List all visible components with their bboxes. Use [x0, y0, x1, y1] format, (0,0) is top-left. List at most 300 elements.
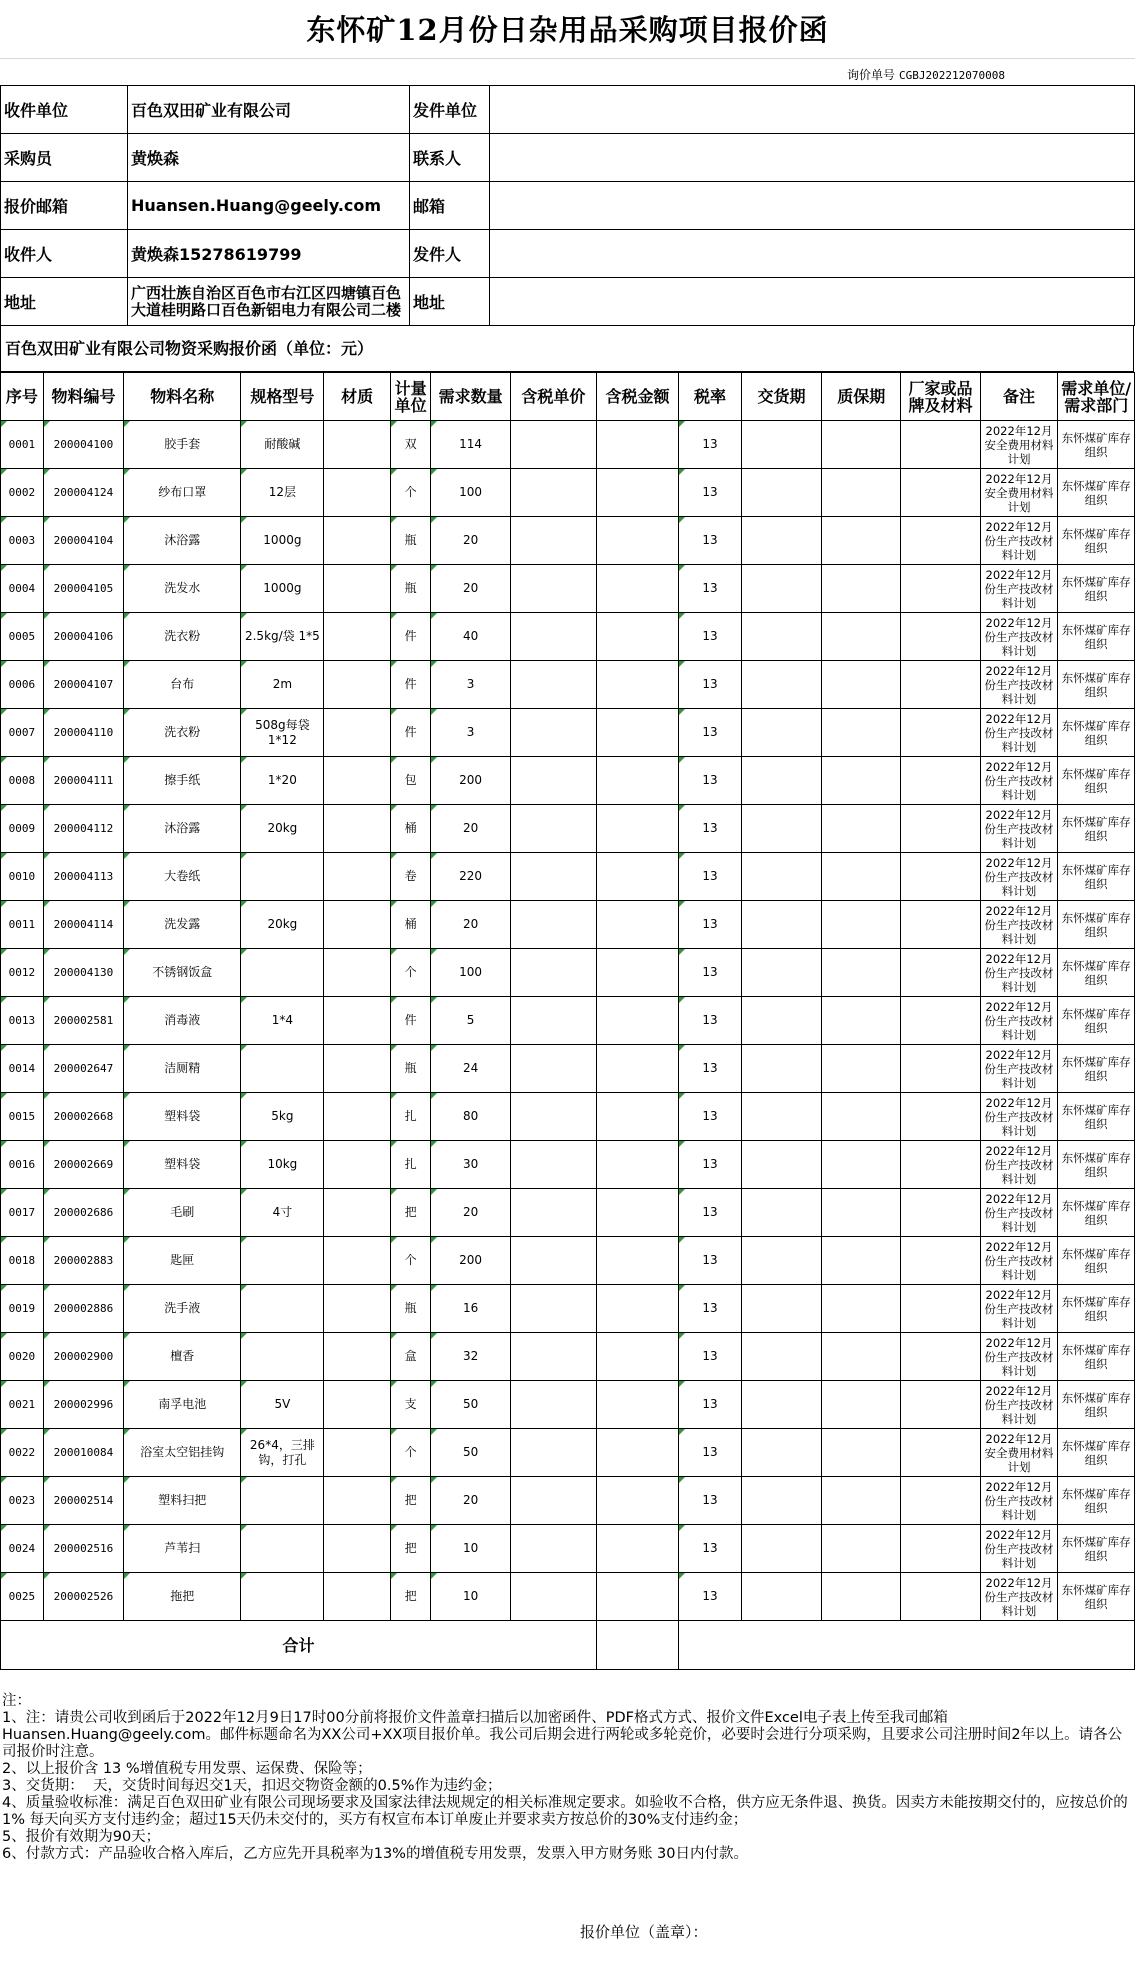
cell-tax: 13 [679, 1381, 742, 1429]
table-row [1, 469, 1135, 517]
cell-qty: 20 [431, 805, 511, 853]
cell-unit: 支 [390, 1381, 430, 1429]
cell-empty [901, 1477, 980, 1525]
cell-empty [741, 1093, 821, 1141]
cell-spec: 26*4，三排钩，打孔 [241, 1429, 324, 1477]
inquiry-label: 询价单号 [847, 68, 896, 82]
cell-tax: 13 [679, 1237, 742, 1285]
cell-dept: 东怀煤矿库存组织 [1058, 805, 1135, 853]
cell-seq: 0020 [1, 1333, 44, 1381]
cell-tax: 13 [679, 1429, 742, 1477]
cell-seq: 0021 [1, 1381, 44, 1429]
cell-tax: 13 [679, 1285, 742, 1333]
cell-dept: 东怀煤矿库存组织 [1058, 1093, 1135, 1141]
cell-qty: 40 [431, 613, 511, 661]
table-row [1, 805, 1135, 853]
cell-code: 200002514 [43, 1477, 124, 1525]
cell-empty [741, 901, 821, 949]
cell-empty [901, 1429, 980, 1477]
cell-dept: 东怀煤矿库存组织 [1058, 1429, 1135, 1477]
cell-unit: 桶 [390, 805, 430, 853]
cell-spec: 1*4 [241, 997, 324, 1045]
stamp-label: 报价单位（盖章）： [580, 1923, 708, 1941]
cell-spec [241, 1237, 324, 1285]
cell-tax: 13 [679, 565, 742, 613]
cell-seq: 0001 [1, 421, 44, 469]
cell-empty [822, 1141, 901, 1189]
table-row [1, 1429, 1135, 1477]
cell-unit: 扎 [390, 1093, 430, 1141]
inquiry-number [847, 66, 1005, 83]
cell-empty [510, 565, 596, 613]
cell-empty [324, 901, 391, 949]
cell-seq: 0017 [1, 1189, 44, 1237]
cell-dept: 东怀煤矿库存组织 [1058, 853, 1135, 901]
info-value: 广西壮族自治区百色市右江区四塘镇百色大道桂明路口百色新铝电力有限公司二楼 [128, 278, 410, 326]
cell-empty [510, 1573, 596, 1621]
cell-empty [596, 661, 678, 709]
cell-remark: 2022年12月份生产技改材料计划 [980, 1477, 1058, 1525]
table-row [1, 757, 1135, 805]
cell-tax: 13 [679, 997, 742, 1045]
info-label: 报价邮箱 [1, 182, 128, 230]
cell-empty [741, 661, 821, 709]
cell-empty [596, 997, 678, 1045]
cell-tax: 13 [679, 517, 742, 565]
cell-remark: 2022年12月份生产技改材料计划 [980, 853, 1058, 901]
cell-spec [241, 1333, 324, 1381]
cell-empty [901, 709, 980, 757]
cell-dept: 东怀煤矿库存组织 [1058, 949, 1135, 997]
cell-tax: 13 [679, 613, 742, 661]
column-header: 计量单位 [390, 373, 430, 421]
info-label: 地址 [410, 278, 490, 326]
cell-name: 洗手液 [124, 1285, 241, 1333]
cell-dept: 东怀煤矿库存组织 [1058, 517, 1135, 565]
cell-qty: 20 [431, 1189, 511, 1237]
cell-name: 拖把 [124, 1573, 241, 1621]
cell-tax: 13 [679, 1333, 742, 1381]
cell-tax: 13 [679, 805, 742, 853]
cell-remark: 2022年12月份生产技改材料计划 [980, 1093, 1058, 1141]
cell-empty [596, 853, 678, 901]
info-label: 收件人 [1, 230, 128, 278]
cell-name: 匙匣 [124, 1237, 241, 1285]
cell-empty [510, 949, 596, 997]
cell-seq: 0016 [1, 1141, 44, 1189]
cell-empty [741, 949, 821, 997]
cell-empty [822, 949, 901, 997]
cell-empty [741, 709, 821, 757]
cell-empty [596, 1381, 678, 1429]
cell-empty [822, 805, 901, 853]
cell-code: 200002883 [43, 1237, 124, 1285]
cell-empty [741, 805, 821, 853]
cell-empty [741, 997, 821, 1045]
cell-qty: 100 [431, 949, 511, 997]
cell-empty [510, 853, 596, 901]
cell-empty [901, 1333, 980, 1381]
cell-empty [596, 1189, 678, 1237]
cell-seq: 0004 [1, 565, 44, 613]
cell-qty: 100 [431, 469, 511, 517]
cell-empty [510, 661, 596, 709]
cell-empty [901, 949, 980, 997]
cell-empty [822, 757, 901, 805]
notes-section [2, 1693, 1132, 1863]
cell-empty [822, 1093, 901, 1141]
table-row [1, 1189, 1135, 1237]
cell-code: 200004105 [43, 565, 124, 613]
cell-tax: 13 [679, 901, 742, 949]
table-row [1, 901, 1135, 949]
cell-empty [901, 517, 980, 565]
cell-remark: 2022年12月份生产技改材料计划 [980, 517, 1058, 565]
cell-empty [596, 709, 678, 757]
cell-name: 洗衣粉 [124, 709, 241, 757]
column-header: 税率 [679, 373, 742, 421]
cell-empty [741, 1045, 821, 1093]
cell-spec: 5V [241, 1381, 324, 1429]
cell-empty [741, 853, 821, 901]
cell-empty [596, 1477, 678, 1525]
cell-dept: 东怀煤矿库存组织 [1058, 1573, 1135, 1621]
cell-empty [324, 1141, 391, 1189]
cell-empty [822, 1429, 901, 1477]
cell-qty: 20 [431, 517, 511, 565]
cell-code: 200004113 [43, 853, 124, 901]
cell-empty [510, 757, 596, 805]
cell-empty [901, 661, 980, 709]
table-row [1, 661, 1135, 709]
cell-tax: 13 [679, 1093, 742, 1141]
cell-dept: 东怀煤矿库存组织 [1058, 709, 1135, 757]
cell-code: 200002686 [43, 1189, 124, 1237]
cell-spec [241, 853, 324, 901]
cell-dept: 东怀煤矿库存组织 [1058, 661, 1135, 709]
cell-seq: 0006 [1, 661, 44, 709]
cell-empty [741, 1141, 821, 1189]
info-table [0, 85, 1135, 326]
cell-tax: 13 [679, 1189, 742, 1237]
cell-seq: 0024 [1, 1525, 44, 1573]
cell-code: 200004107 [43, 661, 124, 709]
cell-qty: 32 [431, 1333, 511, 1381]
cell-empty [596, 1525, 678, 1573]
cell-remark: 2022年12月份生产技改材料计划 [980, 565, 1058, 613]
cell-seq: 0005 [1, 613, 44, 661]
cell-empty [741, 1525, 821, 1573]
cell-empty [822, 709, 901, 757]
cell-empty [596, 1333, 678, 1381]
cell-dept: 东怀煤矿库存组织 [1058, 1189, 1135, 1237]
column-header: 材质 [324, 373, 391, 421]
cell-empty [324, 997, 391, 1045]
cell-empty [901, 1381, 980, 1429]
cell-name: 洗衣粉 [124, 613, 241, 661]
cell-remark: 2022年12月份生产技改材料计划 [980, 1285, 1058, 1333]
cell-dept: 东怀煤矿库存组织 [1058, 1045, 1135, 1093]
cell-qty: 200 [431, 1237, 511, 1285]
cell-spec: 10kg [241, 1141, 324, 1189]
cell-empty [901, 1093, 980, 1141]
cell-seq: 0015 [1, 1093, 44, 1141]
cell-empty [822, 1477, 901, 1525]
cell-seq: 0022 [1, 1429, 44, 1477]
cell-name: 沐浴露 [124, 805, 241, 853]
cell-empty [324, 421, 391, 469]
cell-remark: 2022年12月份生产技改材料计划 [980, 901, 1058, 949]
cell-empty [822, 565, 901, 613]
cell-qty: 30 [431, 1141, 511, 1189]
note-line: 1、注：请贵公司收到函后于2022年12月9日17时00分前将报价文件盖章扫描后以加密函件、PDF格式方式、报价文件Excel电子表上传至我司邮箱Huansen.Huang@geely.com。邮件标题命名为XX公司+XX项目报价单。我公司后期会进行两轮或多轮竞价，必要时会进行分项采购，且要求公司注册时间2年以上。请各公司报价时注意。 [2, 1710, 1123, 1760]
cell-empty [324, 853, 391, 901]
column-header: 需求数量 [431, 373, 511, 421]
info-label: 发件人 [410, 230, 490, 278]
cell-dept: 东怀煤矿库存组织 [1058, 1525, 1135, 1573]
note-line: 3、交货期： 天，交货时间每迟交1天，扣迟交物资金额的0.5%作为违约金； [2, 1778, 502, 1794]
cell-empty [510, 1477, 596, 1525]
cell-empty [741, 1381, 821, 1429]
table-row [1, 1525, 1135, 1573]
cell-name: 塑料扫把 [124, 1477, 241, 1525]
note-line: 4、质量验收标准：满足百色双田矿业有限公司现场要求及国家法律法规规定的相关标准规定要求。如验收不合格，供方应无条件退、换货。因卖方未能按期交付的，应按总价的1% 每天向买方支付违约金；超过15天仍未交付的，买方有权宣布本订单废止并要求卖方按总价的30%支付违约金； [2, 1795, 1128, 1828]
quotation-table [0, 372, 1135, 1670]
cell-empty [901, 565, 980, 613]
cell-unit: 件 [390, 997, 430, 1045]
cell-empty [324, 661, 391, 709]
cell-empty [901, 1189, 980, 1237]
cell-name: 芦苇扫 [124, 1525, 241, 1573]
cell-empty [510, 709, 596, 757]
info-row [1, 134, 1135, 182]
cell-empty [324, 1189, 391, 1237]
cell-unit: 卷 [390, 853, 430, 901]
cell-empty [510, 613, 596, 661]
inquiry-value: CGBJ202212070008 [899, 69, 1005, 82]
cell-empty [901, 1573, 980, 1621]
cell-unit: 个 [390, 1429, 430, 1477]
cell-tax: 13 [679, 709, 742, 757]
table-row [1, 1333, 1135, 1381]
cell-empty [510, 1045, 596, 1093]
cell-seq: 0025 [1, 1573, 44, 1621]
cell-empty [324, 709, 391, 757]
cell-empty [822, 421, 901, 469]
cell-dept: 东怀煤矿库存组织 [1058, 421, 1135, 469]
total-row [1, 1621, 1135, 1670]
info-value [490, 86, 1135, 134]
cell-empty [324, 517, 391, 565]
info-label: 采购员 [1, 134, 128, 182]
cell-empty [741, 757, 821, 805]
table-row [1, 997, 1135, 1045]
cell-remark: 2022年12月安全费用材料计划 [980, 1429, 1058, 1477]
cell-name: 不锈钢饭盒 [124, 949, 241, 997]
cell-tax: 13 [679, 1477, 742, 1525]
column-header: 质保期 [822, 373, 901, 421]
cell-empty [324, 1429, 391, 1477]
cell-empty [901, 613, 980, 661]
cell-empty [596, 1429, 678, 1477]
cell-empty [901, 421, 980, 469]
cell-code: 200004130 [43, 949, 124, 997]
cell-spec [241, 1045, 324, 1093]
cell-empty [741, 469, 821, 517]
table-row [1, 853, 1135, 901]
cell-code: 200004106 [43, 613, 124, 661]
cell-empty [596, 613, 678, 661]
cell-empty [822, 1237, 901, 1285]
cell-dept: 东怀煤矿库存组织 [1058, 1237, 1135, 1285]
cell-seq: 0014 [1, 1045, 44, 1093]
cell-unit: 件 [390, 613, 430, 661]
cell-unit: 个 [390, 1237, 430, 1285]
cell-empty [901, 805, 980, 853]
cell-remark: 2022年12月份生产技改材料计划 [980, 1333, 1058, 1381]
cell-empty [596, 1237, 678, 1285]
cell-spec: 1000g [241, 517, 324, 565]
cell-seq: 0009 [1, 805, 44, 853]
cell-unit: 双 [390, 421, 430, 469]
cell-name: 塑料袋 [124, 1141, 241, 1189]
cell-unit: 个 [390, 949, 430, 997]
cell-empty [324, 1525, 391, 1573]
table-subtitle: 百色双田矿业有限公司物资采购报价函（单位：元） [0, 326, 1134, 372]
cell-qty: 16 [431, 1285, 511, 1333]
cell-spec: 508g每袋 1*12 [241, 709, 324, 757]
table-row [1, 1237, 1135, 1285]
cell-remark: 2022年12月份生产技改材料计划 [980, 1141, 1058, 1189]
cell-dept: 东怀煤矿库存组织 [1058, 901, 1135, 949]
cell-dept: 东怀煤矿库存组织 [1058, 1141, 1135, 1189]
cell-empty [510, 1333, 596, 1381]
cell-empty [324, 805, 391, 853]
note-line: 5、报价有效期为90天； [2, 1829, 161, 1845]
cell-empty [822, 517, 901, 565]
cell-spec [241, 1525, 324, 1573]
cell-qty: 10 [431, 1525, 511, 1573]
column-header: 物料名称 [124, 373, 241, 421]
cell-empty [510, 1141, 596, 1189]
cell-remark: 2022年12月份生产技改材料计划 [980, 1525, 1058, 1573]
table-row [1, 1285, 1135, 1333]
cell-qty: 5 [431, 997, 511, 1045]
cell-name: 消毒液 [124, 997, 241, 1045]
cell-dept: 东怀煤矿库存组织 [1058, 469, 1135, 517]
cell-empty [822, 997, 901, 1045]
total-amount [596, 1621, 678, 1670]
table-row [1, 1381, 1135, 1429]
cell-empty [822, 469, 901, 517]
table-row [1, 1141, 1135, 1189]
cell-empty [901, 901, 980, 949]
cell-empty [596, 517, 678, 565]
cell-empty [510, 1285, 596, 1333]
cell-code: 200002669 [43, 1141, 124, 1189]
info-label: 联系人 [410, 134, 490, 182]
column-header: 交货期 [741, 373, 821, 421]
table-row [1, 565, 1135, 613]
info-row [1, 182, 1135, 230]
cell-code: 200004114 [43, 901, 124, 949]
cell-unit: 把 [390, 1573, 430, 1621]
cell-unit: 扎 [390, 1141, 430, 1189]
cell-empty [901, 1237, 980, 1285]
cell-qty: 50 [431, 1381, 511, 1429]
cell-empty [324, 1381, 391, 1429]
column-header: 需求单位/需求部门 [1058, 373, 1135, 421]
cell-name: 纱布口罩 [124, 469, 241, 517]
column-header: 含税金额 [596, 373, 678, 421]
cell-tax: 13 [679, 757, 742, 805]
cell-empty [510, 517, 596, 565]
info-value [490, 134, 1135, 182]
cell-empty [741, 1429, 821, 1477]
cell-tax: 13 [679, 469, 742, 517]
cell-dept: 东怀煤矿库存组织 [1058, 565, 1135, 613]
cell-unit: 个 [390, 469, 430, 517]
cell-spec: 20kg [241, 805, 324, 853]
cell-code: 200004111 [43, 757, 124, 805]
cell-spec [241, 1285, 324, 1333]
cell-empty [822, 853, 901, 901]
cell-empty [822, 1285, 901, 1333]
cell-unit: 瓶 [390, 1285, 430, 1333]
info-value [490, 278, 1135, 326]
cell-unit: 瓶 [390, 517, 430, 565]
cell-code: 200002886 [43, 1285, 124, 1333]
cell-empty [324, 565, 391, 613]
column-header: 厂家或品牌及材料 [901, 373, 980, 421]
column-header: 含税单价 [510, 373, 596, 421]
cell-empty [596, 805, 678, 853]
cell-unit: 把 [390, 1525, 430, 1573]
cell-seq: 0013 [1, 997, 44, 1045]
cell-empty [324, 1285, 391, 1333]
cell-seq: 0012 [1, 949, 44, 997]
cell-seq: 0007 [1, 709, 44, 757]
cell-dept: 东怀煤矿库存组织 [1058, 613, 1135, 661]
cell-empty [596, 1573, 678, 1621]
cell-dept: 东怀煤矿库存组织 [1058, 1333, 1135, 1381]
table-row [1, 613, 1135, 661]
cell-empty [596, 901, 678, 949]
cell-remark: 2022年12月份生产技改材料计划 [980, 1381, 1058, 1429]
cell-unit: 桶 [390, 901, 430, 949]
cell-unit: 包 [390, 757, 430, 805]
cell-code: 200004100 [43, 421, 124, 469]
cell-qty: 200 [431, 757, 511, 805]
table-row [1, 949, 1135, 997]
cell-qty: 50 [431, 1429, 511, 1477]
cell-tax: 13 [679, 1573, 742, 1621]
cell-empty [741, 1477, 821, 1525]
cell-qty: 20 [431, 565, 511, 613]
cell-empty [596, 949, 678, 997]
cell-spec: 1*20 [241, 757, 324, 805]
cell-empty [741, 517, 821, 565]
cell-empty [510, 805, 596, 853]
cell-remark: 2022年12月安全费用材料计划 [980, 469, 1058, 517]
cell-name: 毛刷 [124, 1189, 241, 1237]
cell-empty [510, 1525, 596, 1573]
note-line: 注： [2, 1693, 31, 1709]
cell-remark: 2022年12月份生产技改材料计划 [980, 757, 1058, 805]
cell-seq: 0010 [1, 853, 44, 901]
cell-empty [901, 469, 980, 517]
cell-tax: 13 [679, 661, 742, 709]
